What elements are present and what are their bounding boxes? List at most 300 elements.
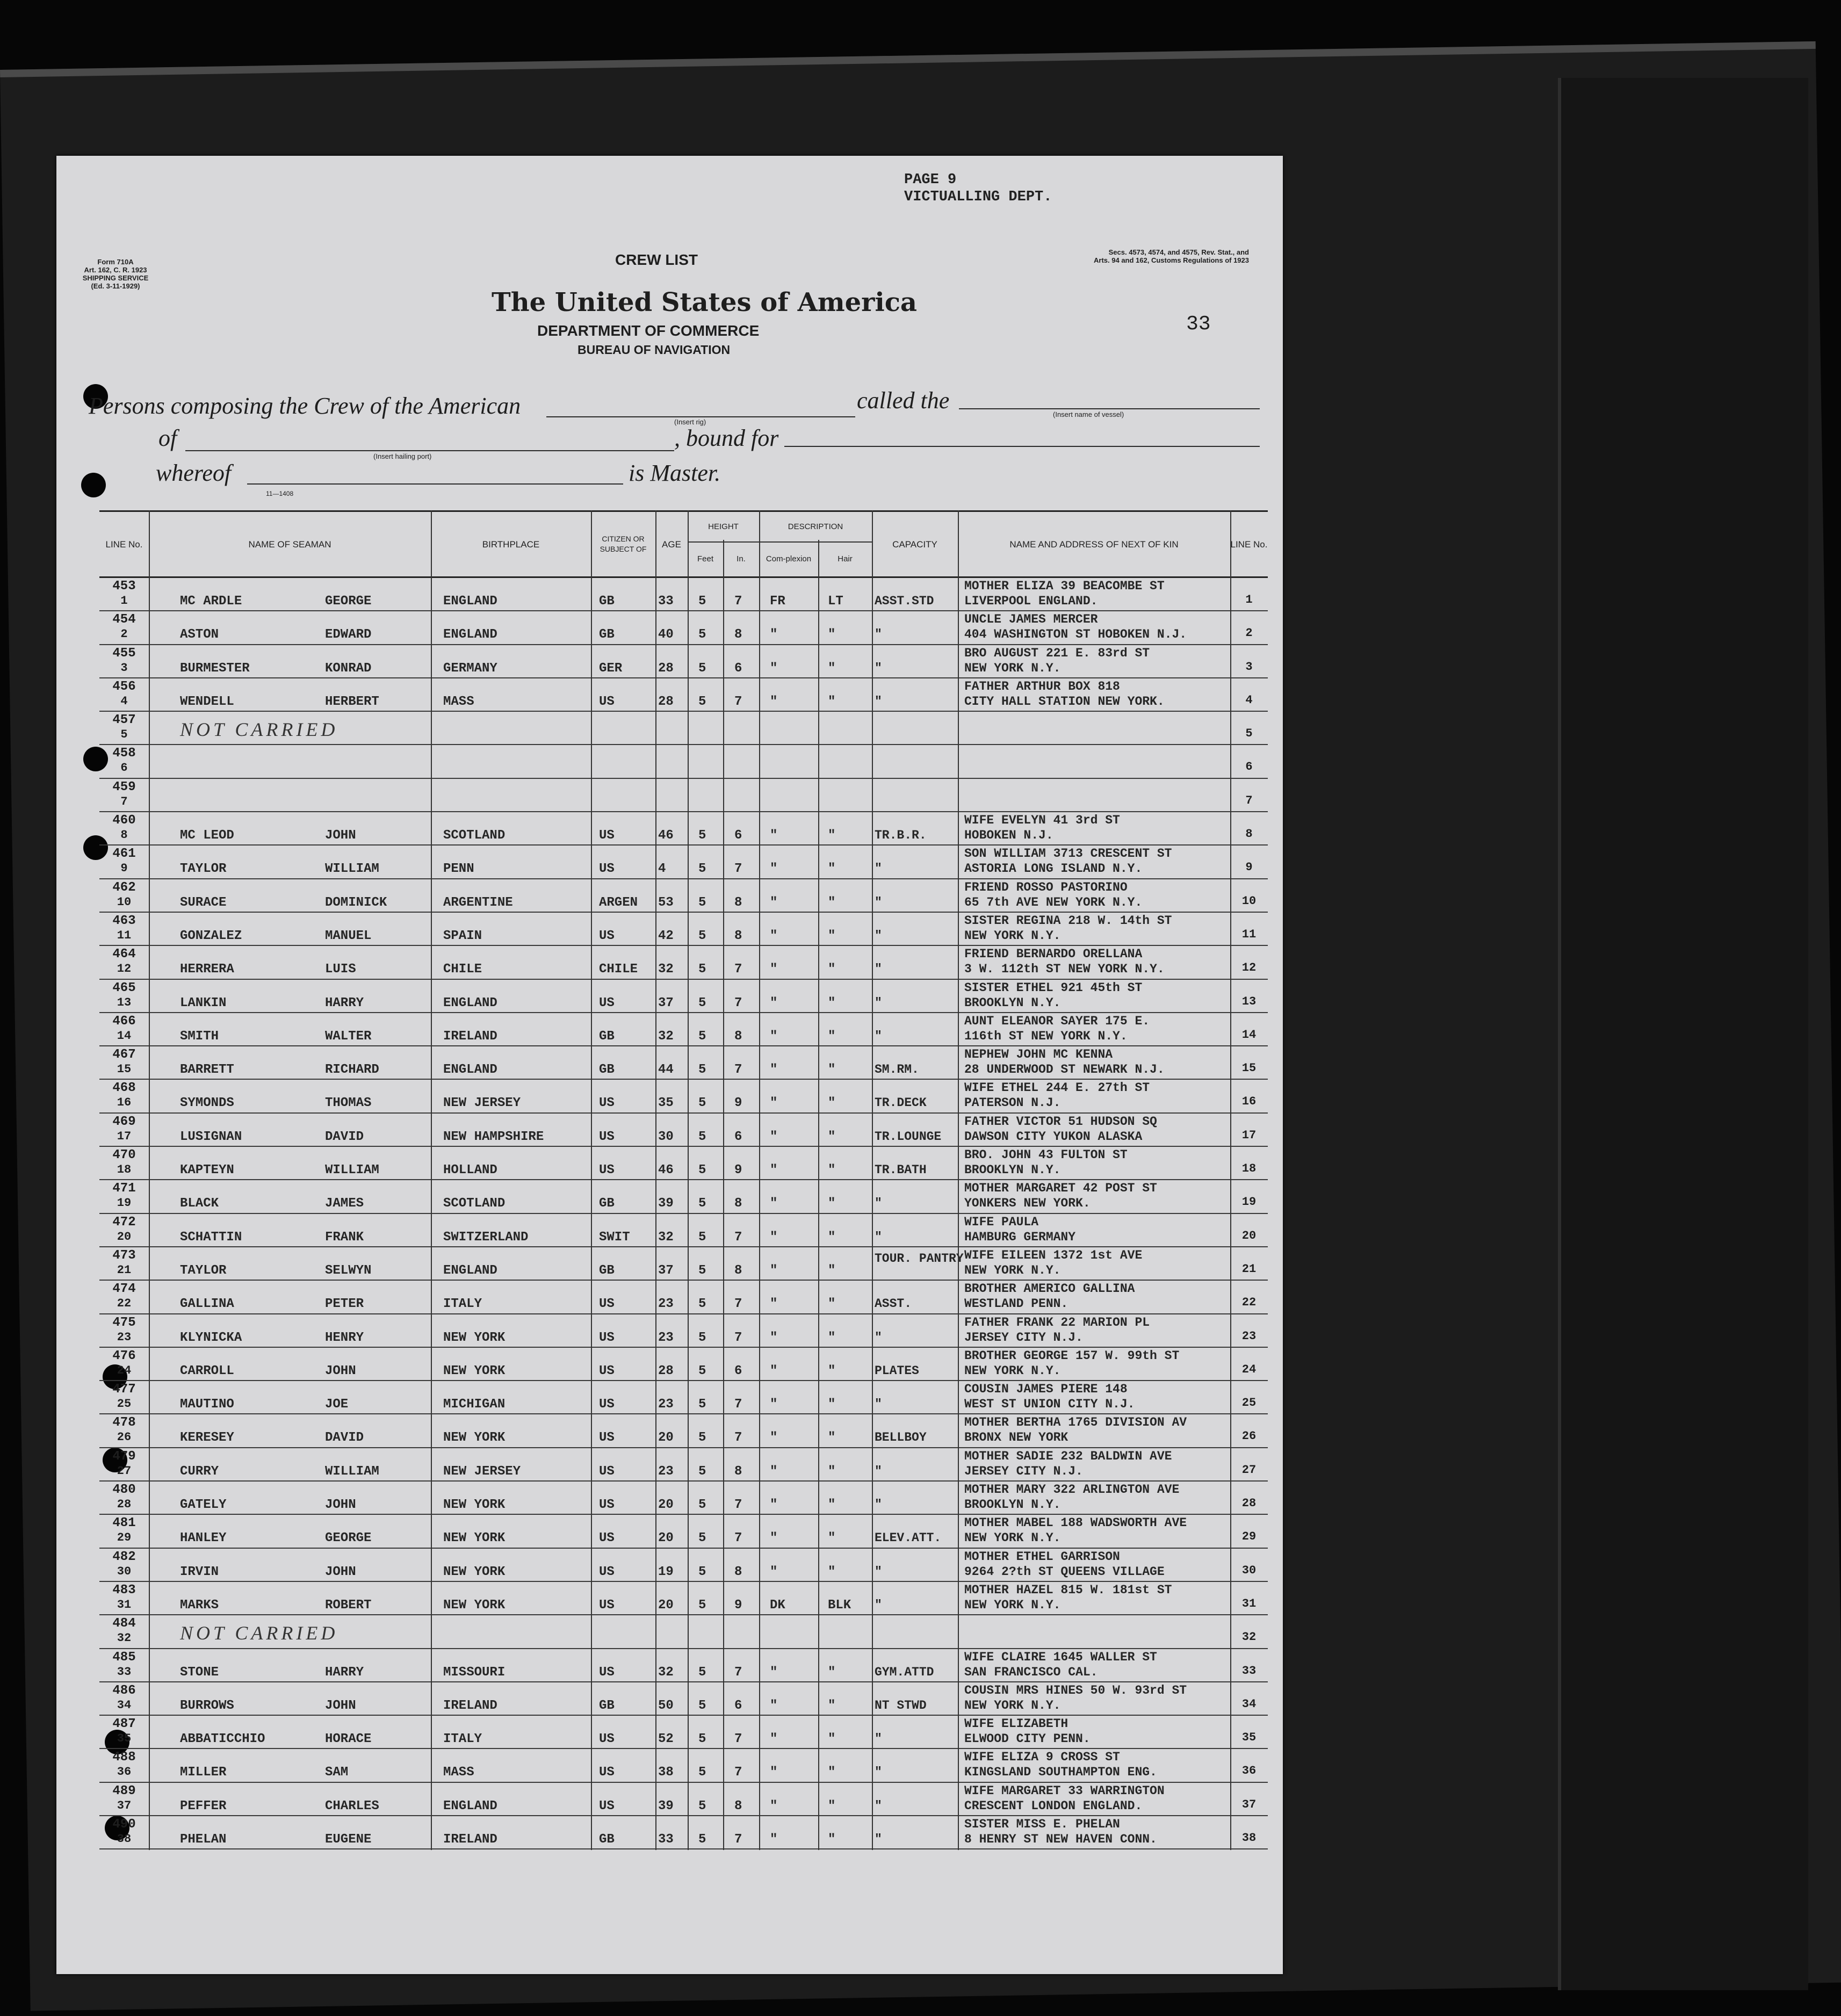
height-inches: 8 xyxy=(734,1464,742,1479)
line-serial: 462 xyxy=(112,880,136,895)
crew-row xyxy=(99,1716,1268,1749)
age: 4 xyxy=(658,862,666,877)
table-header xyxy=(99,510,1268,578)
seaman-surname: MARKS xyxy=(180,1598,219,1613)
line-number: 15 xyxy=(117,1063,132,1076)
crew-row xyxy=(99,980,1268,1013)
birthplace: ITALY xyxy=(443,1297,482,1312)
age: 20 xyxy=(658,1498,674,1513)
seaman-surname: MILLER xyxy=(180,1765,227,1780)
height-inches: 7 xyxy=(734,862,742,877)
bureau-name: BUREAU OF NAVIGATION xyxy=(577,343,731,357)
citizenship: GB xyxy=(599,1029,615,1044)
line-serial: 463 xyxy=(112,913,136,928)
col-age: AGE xyxy=(662,539,681,550)
col-line-no-right: LINE No. xyxy=(1230,539,1268,550)
table-body xyxy=(99,578,1268,1849)
line-number: 34 xyxy=(117,1698,132,1712)
seaman-surname: TAYLOR xyxy=(180,1263,227,1278)
age: 53 xyxy=(658,895,674,910)
next-of-kin-line1: WIFE EVELYN 41 3rd ST xyxy=(964,813,1120,828)
next-of-kin-line2: WESTLAND PENN. xyxy=(964,1297,1068,1311)
crew-row xyxy=(99,1448,1268,1482)
seaman-given-name: PETER xyxy=(325,1297,364,1312)
height-feet: 5 xyxy=(698,627,706,642)
crew-row xyxy=(99,846,1268,879)
height-inches: 8 xyxy=(734,1564,742,1579)
height-inches: 7 xyxy=(734,1297,742,1312)
age: 50 xyxy=(658,1698,674,1713)
line-number: 1 xyxy=(120,594,128,608)
next-of-kin-line2: 65 7th AVE NEW YORK N.Y. xyxy=(964,895,1143,909)
next-of-kin-line2: WEST ST UNION CITY N.J. xyxy=(964,1397,1135,1412)
seaman-given-name: JOHN xyxy=(325,1698,356,1713)
next-of-kin-line1: FRIEND ROSSO PASTORINO xyxy=(964,880,1128,894)
line-number: 17 xyxy=(117,1129,132,1143)
insert-port-hint: (Insert hailing port) xyxy=(373,452,432,460)
line-number-right: 7 xyxy=(1245,793,1253,807)
print-code: 11—1408 xyxy=(266,490,294,497)
next-of-kin-line2: CITY HALL STATION NEW YORK. xyxy=(964,694,1165,709)
height-feet: 5 xyxy=(698,1798,706,1813)
birthplace: ENGLAND xyxy=(443,594,497,609)
next-of-kin-line1: WIFE ETHEL 244 E. 27th ST xyxy=(964,1081,1150,1095)
seaman-surname: BARRETT xyxy=(180,1063,234,1078)
next-of-kin-line1: WIFE ELIZABETH xyxy=(964,1717,1068,1731)
seaman-surname: SYMONDS xyxy=(180,1096,234,1111)
col-hair: Hair xyxy=(838,554,853,563)
col-description: DESCRIPTION xyxy=(788,522,843,531)
age: 35 xyxy=(658,1096,674,1111)
seaman-surname: ASTON xyxy=(180,627,219,642)
next-of-kin-line2: 404 WASHINGTON ST HOBOKEN N.J. xyxy=(964,627,1187,642)
next-of-kin-line1: SISTER REGINA 218 W. 14th ST xyxy=(964,913,1172,928)
seaman-surname: GALLINA xyxy=(180,1297,234,1312)
next-of-kin-line2: 28 UNDERWOOD ST NEWARK N.J. xyxy=(964,1063,1165,1077)
complexion: " xyxy=(770,1798,778,1813)
height-inches: 7 xyxy=(734,962,742,977)
height-feet: 5 xyxy=(698,1430,706,1446)
seaman-given-name: WALTER xyxy=(325,1029,372,1044)
age: 39 xyxy=(658,1798,674,1813)
line-number: 9 xyxy=(120,862,128,876)
age: 23 xyxy=(658,1397,674,1412)
hair: " xyxy=(828,1832,836,1847)
next-of-kin-line2: SAN FRANCISCO CAL. xyxy=(964,1665,1098,1679)
next-of-kin-line2: 9264 2?th ST QUEENS VILLAGE xyxy=(964,1564,1165,1579)
line-serial: 470 xyxy=(112,1148,136,1163)
citizenship: ARGEN xyxy=(599,895,638,910)
line-serial: 464 xyxy=(112,947,136,962)
age: 32 xyxy=(658,1665,674,1680)
crew-row xyxy=(99,712,1268,745)
seaman-surname: CARROLL xyxy=(180,1363,234,1378)
hair: " xyxy=(828,1665,836,1680)
line-number-right: 9 xyxy=(1245,861,1253,875)
col-complexion: Com-plexion xyxy=(766,554,812,563)
next-of-kin-line2: 116th ST NEW YORK N.Y. xyxy=(964,1029,1128,1043)
seaman-surname: TAYLOR xyxy=(180,862,227,877)
next-of-kin-line2: YONKERS NEW YORK. xyxy=(964,1196,1091,1211)
capacity: " xyxy=(875,1798,882,1813)
next-of-kin-line2: DAWSON CITY YUKON ALASKA xyxy=(964,1129,1143,1144)
seaman-given-name: WILLIAM xyxy=(325,1464,379,1479)
citizenship: US xyxy=(599,1564,615,1579)
line-number-right: 38 xyxy=(1241,1831,1257,1845)
form-number: Form 710A Art. 162, C. R. 1923 SHIPPING SERVICE (Ed. 3-11-1929) xyxy=(82,258,149,290)
line-serial: 460 xyxy=(112,813,136,828)
next-of-kin-line1: WIFE CLAIRE 1645 WALLER ST xyxy=(964,1650,1157,1664)
birthplace: NEW YORK xyxy=(443,1430,506,1446)
crew-row xyxy=(99,645,1268,678)
line-number-right: 34 xyxy=(1241,1697,1257,1711)
line-number: 8 xyxy=(120,828,128,842)
height-inches: 9 xyxy=(734,1096,742,1111)
birthplace: CHILE xyxy=(443,962,482,977)
capacity: " xyxy=(875,1598,882,1612)
capacity: GYM.ATTD xyxy=(875,1665,934,1679)
seaman-surname: HERRERA xyxy=(180,962,234,977)
line-serial: 461 xyxy=(112,847,136,862)
line-number: 4 xyxy=(120,694,128,708)
height-feet: 5 xyxy=(698,862,706,877)
line-number-right: 30 xyxy=(1241,1563,1257,1577)
citizenship: GB xyxy=(599,627,615,642)
crew-row xyxy=(99,1348,1268,1381)
height-feet: 5 xyxy=(698,1230,706,1245)
line-serial: 487 xyxy=(112,1717,136,1732)
capacity: TOUR. PANTRY xyxy=(875,1251,964,1266)
whereof-caption: whereof xyxy=(156,460,232,486)
seaman-given-name: GEORGE xyxy=(325,1531,372,1546)
line-serial: 478 xyxy=(112,1415,136,1430)
birthplace: MASS xyxy=(443,694,474,709)
col-name: NAME OF SEAMAN xyxy=(248,539,331,550)
crew-row xyxy=(99,1013,1268,1046)
next-of-kin-line2: NEW YORK N.Y. xyxy=(964,928,1061,943)
line-number-right: 29 xyxy=(1241,1530,1257,1544)
capacity: " xyxy=(875,895,882,909)
height-inches: 7 xyxy=(734,1531,742,1546)
birthplace: SCOTLAND xyxy=(443,1196,506,1211)
page-number: 33 xyxy=(1186,313,1211,336)
complexion: " xyxy=(770,1063,778,1078)
line-serial: 473 xyxy=(112,1248,136,1263)
next-of-kin-line1: WIFE PAULA xyxy=(964,1215,1039,1229)
next-of-kin-line1: SON WILLIAM 3713 CRESCENT ST xyxy=(964,847,1172,861)
hair: " xyxy=(828,1564,836,1579)
height-inches: 7 xyxy=(734,1732,742,1747)
col-inches: In. xyxy=(737,554,746,563)
hair: " xyxy=(828,661,836,676)
next-of-kin-line1: NEPHEW JOHN MC KENNA xyxy=(964,1047,1113,1062)
citizenship: GB xyxy=(599,1698,615,1713)
next-of-kin-line1: WIFE MARGARET 33 WARRINGTON xyxy=(964,1783,1165,1798)
height-feet: 5 xyxy=(698,1196,706,1211)
handwritten-note: NOT CARRIED xyxy=(180,719,338,741)
citizenship: SWIT xyxy=(599,1230,630,1245)
capacity: " xyxy=(875,1498,882,1512)
line-serial: 481 xyxy=(112,1516,136,1531)
capacity: " xyxy=(875,1230,882,1244)
height-feet: 5 xyxy=(698,1330,706,1345)
height-inches: 7 xyxy=(734,995,742,1010)
insert-vessel-hint: (Insert name of vessel) xyxy=(1053,410,1124,418)
next-of-kin-line2: NEW YORK N.Y. xyxy=(964,1598,1061,1612)
height-inches: 6 xyxy=(734,1698,742,1713)
seaman-surname: ABBATICCHIO xyxy=(180,1732,265,1747)
line-serial: 472 xyxy=(112,1215,136,1230)
capacity: " xyxy=(875,1765,882,1780)
complexion: " xyxy=(770,962,778,977)
hair: " xyxy=(828,1129,836,1144)
height-feet: 5 xyxy=(698,1498,706,1513)
rig-blank xyxy=(546,416,855,417)
capacity: TR.DECK xyxy=(875,1096,927,1110)
line-number: 7 xyxy=(120,794,128,808)
crew-row xyxy=(99,745,1268,778)
hair: " xyxy=(828,1330,836,1345)
port-blank xyxy=(185,450,674,451)
line-number-right: 13 xyxy=(1241,994,1257,1008)
citizenship: GB xyxy=(599,1263,615,1278)
height-inches: 7 xyxy=(734,1665,742,1680)
birthplace: GERMANY xyxy=(443,661,497,676)
birthplace: SPAIN xyxy=(443,928,482,943)
birthplace: MISSOURI xyxy=(443,1665,506,1680)
hair: " xyxy=(828,1096,836,1111)
next-of-kin-line1: UNCLE JAMES MERCER xyxy=(964,612,1098,627)
col-next-of-kin: NAME AND ADDRESS OF NEXT OF KIN xyxy=(1009,539,1179,550)
line-serial: 490 xyxy=(112,1817,136,1832)
next-of-kin-line1: AUNT ELEANOR SAYER 175 E. xyxy=(964,1014,1150,1028)
line-number-right: 15 xyxy=(1241,1061,1257,1075)
crew-row xyxy=(99,946,1268,979)
height-feet: 5 xyxy=(698,1732,706,1747)
hair: LT xyxy=(828,594,843,609)
seaman-given-name: JOE xyxy=(325,1397,349,1412)
birthplace: SWITZERLAND xyxy=(443,1230,529,1245)
seaman-given-name: JAMES xyxy=(325,1196,364,1211)
line-number: 22 xyxy=(117,1297,132,1311)
height-feet: 5 xyxy=(698,995,706,1010)
age: 32 xyxy=(658,962,674,977)
age: 30 xyxy=(658,1129,674,1144)
line-serial: 458 xyxy=(112,746,136,761)
line-number: 2 xyxy=(120,627,128,641)
crew-row xyxy=(99,1582,1268,1615)
height-feet: 5 xyxy=(698,1698,706,1713)
birthplace: NEW JERSEY xyxy=(443,1096,521,1111)
line-serial: 482 xyxy=(112,1549,136,1564)
height-inches: 6 xyxy=(734,828,742,843)
age: 40 xyxy=(658,627,674,642)
age: 20 xyxy=(658,1430,674,1446)
complexion: " xyxy=(770,995,778,1010)
next-of-kin-line1: WIFE ELIZA 9 CROSS ST xyxy=(964,1750,1120,1765)
line-number: 16 xyxy=(117,1096,132,1110)
seaman-given-name: RICHARD xyxy=(325,1063,379,1078)
complexion: " xyxy=(770,694,778,709)
line-number: 23 xyxy=(117,1330,132,1344)
crew-row xyxy=(99,1080,1268,1113)
next-of-kin-line1: MOTHER ELIZA 39 BEACOMBE ST xyxy=(964,579,1165,593)
next-of-kin-line1: BRO. JOHN 43 FULTON ST xyxy=(964,1148,1128,1162)
capacity: TR.LOUNGE xyxy=(875,1129,942,1144)
age: 19 xyxy=(658,1564,674,1579)
next-of-kin-line1: BROTHER AMERICO GALLINA xyxy=(964,1282,1135,1296)
seaman-given-name: FRANK xyxy=(325,1230,364,1245)
height-feet: 5 xyxy=(698,594,706,609)
seaman-given-name: DAVID xyxy=(325,1129,364,1144)
hair: " xyxy=(828,1297,836,1312)
line-number: 26 xyxy=(117,1430,132,1444)
line-serial: 465 xyxy=(112,980,136,995)
line-number-right: 35 xyxy=(1241,1731,1257,1745)
crew-row xyxy=(99,879,1268,913)
seaman-given-name: DAVID xyxy=(325,1430,364,1446)
line-serial: 485 xyxy=(112,1650,136,1665)
line-number: 24 xyxy=(117,1363,132,1377)
height-inches: 7 xyxy=(734,1397,742,1412)
line-serial: 467 xyxy=(112,1047,136,1063)
seaman-given-name: SAM xyxy=(325,1765,349,1780)
next-of-kin-line2: BRONX NEW YORK xyxy=(964,1430,1068,1445)
citizenship: US xyxy=(599,1129,615,1144)
complexion: " xyxy=(770,1665,778,1680)
seaman-given-name: EDWARD xyxy=(325,627,372,642)
citizenship: CHILE xyxy=(599,962,638,977)
age: 28 xyxy=(658,661,674,676)
line-number-right: 20 xyxy=(1241,1229,1257,1242)
hair: " xyxy=(828,1263,836,1278)
citizenship: US xyxy=(599,1163,615,1178)
line-number-right: 36 xyxy=(1241,1764,1257,1778)
department-name: DEPARTMENT OF COMMERCE xyxy=(537,322,760,339)
complexion: " xyxy=(770,828,778,843)
seaman-surname: GONZALEZ xyxy=(180,928,242,943)
capacity: ASST.STD xyxy=(875,594,934,608)
height-feet: 5 xyxy=(698,1531,706,1546)
crew-row xyxy=(99,1749,1268,1782)
height-feet: 5 xyxy=(698,1363,706,1378)
seaman-given-name: GEORGE xyxy=(325,594,372,609)
line-number-right: 11 xyxy=(1241,927,1257,941)
citizenship: US xyxy=(599,1765,615,1780)
capacity: " xyxy=(875,1330,882,1345)
height-feet: 5 xyxy=(698,895,706,910)
crew-row xyxy=(99,1549,1268,1582)
punch-hole xyxy=(81,473,106,497)
line-serial: 486 xyxy=(112,1683,136,1698)
line-number-right: 28 xyxy=(1241,1497,1257,1511)
birthplace: NEW YORK xyxy=(443,1363,506,1378)
seaman-given-name: JOHN xyxy=(325,828,356,843)
birthplace: ENGLAND xyxy=(443,995,497,1010)
next-of-kin-line1: COUSIN MRS HINES 50 W. 93rd ST xyxy=(964,1683,1187,1697)
next-of-kin-line2: PATERSON N.J. xyxy=(964,1096,1061,1110)
next-of-kin-line1: MOTHER BERTHA 1765 DIVISION AV xyxy=(964,1415,1187,1430)
hair: " xyxy=(828,995,836,1010)
citizenship: US xyxy=(599,1297,615,1312)
crew-row xyxy=(99,1482,1268,1515)
col-height: HEIGHT xyxy=(708,522,739,531)
height-inches: 8 xyxy=(734,1029,742,1044)
seaman-given-name: ROBERT xyxy=(325,1598,372,1613)
next-of-kin-line1: MOTHER HAZEL 815 W. 181st ST xyxy=(964,1583,1172,1597)
crew-row xyxy=(99,1682,1268,1716)
birthplace: IRELAND xyxy=(443,1029,497,1044)
citizenship: US xyxy=(599,1096,615,1111)
hair: " xyxy=(828,1531,836,1546)
age: 46 xyxy=(658,1163,674,1178)
line-number-right: 37 xyxy=(1241,1797,1257,1811)
next-of-kin-line2: NEW YORK N.Y. xyxy=(964,1698,1061,1712)
line-number: 27 xyxy=(117,1464,132,1478)
birthplace: MICHIGAN xyxy=(443,1397,506,1412)
line-number-right: 22 xyxy=(1241,1296,1257,1310)
of-caption: of xyxy=(158,425,177,451)
crew-row xyxy=(99,578,1268,611)
age: 28 xyxy=(658,694,674,709)
destination-blank xyxy=(784,446,1260,447)
age: 32 xyxy=(658,1230,674,1245)
line-serial: 466 xyxy=(112,1014,136,1029)
height-feet: 5 xyxy=(698,928,706,943)
line-number: 38 xyxy=(117,1832,132,1846)
citizenship: US xyxy=(599,828,615,843)
line-number: 30 xyxy=(117,1564,132,1578)
next-of-kin-line2: NEW YORK N.Y. xyxy=(964,661,1061,675)
height-inches: 7 xyxy=(734,594,742,609)
line-number-right: 4 xyxy=(1245,693,1253,707)
seaman-given-name: CHARLES xyxy=(325,1798,379,1813)
crew-row xyxy=(99,812,1268,846)
complexion: " xyxy=(770,1297,778,1312)
capacity: " xyxy=(875,1464,882,1478)
birthplace: NEW YORK xyxy=(443,1598,506,1613)
next-of-kin-line1: SISTER ETHEL 921 45th ST xyxy=(964,980,1143,995)
age: 28 xyxy=(658,1363,674,1378)
complexion: " xyxy=(770,1330,778,1345)
capacity: TR.B.R. xyxy=(875,828,927,843)
seaman-surname: LUSIGNAN xyxy=(180,1129,242,1144)
citizenship: US xyxy=(599,694,615,709)
next-of-kin-line1: BROTHER GEORGE 157 W. 99th ST xyxy=(964,1348,1180,1363)
height-inches: 6 xyxy=(734,1129,742,1144)
height-inches: 7 xyxy=(734,1498,742,1513)
seaman-given-name: HERBERT xyxy=(325,694,379,709)
capacity: " xyxy=(875,1196,882,1211)
hair: " xyxy=(828,1363,836,1378)
hair: " xyxy=(828,895,836,910)
seaman-surname: MC ARDLE xyxy=(180,594,242,609)
age: 42 xyxy=(658,928,674,943)
complexion: " xyxy=(770,1765,778,1780)
crew-row xyxy=(99,1214,1268,1247)
hair: " xyxy=(828,1063,836,1078)
line-serial: 469 xyxy=(112,1114,136,1129)
birthplace: HOLLAND xyxy=(443,1163,497,1178)
seaman-given-name: MANUEL xyxy=(325,928,372,943)
height-feet: 5 xyxy=(698,1297,706,1312)
height-feet: 5 xyxy=(698,1096,706,1111)
age: 38 xyxy=(658,1765,674,1780)
crew-row xyxy=(99,1314,1268,1348)
capacity: NT STWD xyxy=(875,1698,927,1712)
capacity: " xyxy=(875,661,882,675)
seaman-surname: PEFFER xyxy=(180,1798,227,1813)
